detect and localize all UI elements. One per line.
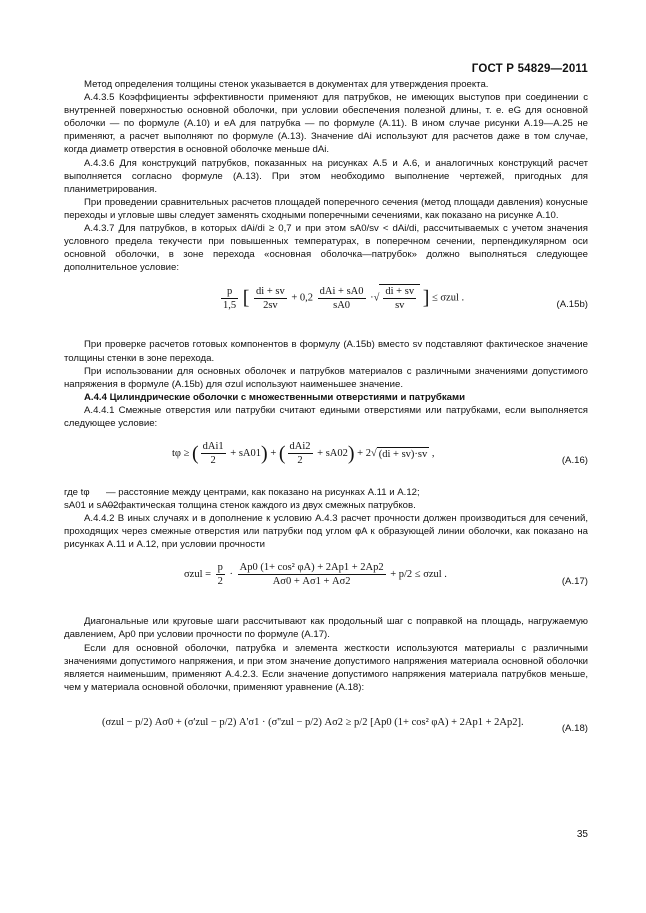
paragraph: А.4.3.6 Для конструкций патрубков, показанных на рисунках А.5 и А.6, и аналогичных конструкций расчет выполняется согласно формуле (А.13). При этом необходимо выполнение чертежей, пригодных для планиметрирования. [64,157,588,195]
paragraph: Если для основной оболочки, патрубка и элемента жесткости используются материалы с различными значениями допустимого напряжения, и при этом значение допустимого напряжения материала основной оболочки является наименьшим, применяют А.4.2.3. Если значение допустимого напряжения материала патрубков меньше, чем у материала основной оболочки, применяют уравнение (А.18): [64,642,588,693]
equation-a17: σzul = $\frac{p}{2}$ · $\frac{\text{Ap0 (1+ cos² φA) + 2Ap1 + 2Ap2}}{A\sigma 0 + A\sigma 1 + A\sigma 2}$ + p/2 ≤ σzul . (А.17) [184,562,588,588]
document-header: ГОСТ Р 54829—2011 [471,63,588,75]
equation-number: (А.16) [561,455,588,467]
page-number: 35 [576,829,588,840]
paragraph: А.4.4.1 Смежные отверстия или патрубки считают едиными отверстиями или патрубками, если выполняется следующее условие: [64,404,588,429]
paragraph: Диагональные или круговые шаги рассчитывают как продольный шаг с поправкой на площадь, нагружаемую давлением, Ap0 при условии прочности по формуле (А.17). [64,616,588,641]
paragraph: При использовании для основных оболочек и патрубков материалов с различными значениями допустимого напряжения в формуле (А.15b) для σzul используют наименьшее значение. [64,365,588,390]
paragraph: Метод определения толщины стенок указывается в документах для утверждения проекта. [84,79,489,90]
definition-row: где tφ — расстояние между центрами, как показано на рисунках А.11 и А.12; [64,487,420,499]
paragraph: При проведении сравнительных расчетов площадей поперечного сечения (метод площади давления) конусные переходы и угловые швы следует заменять сходными поперечными сечениями, как показано на рисунке А.10. [64,196,588,221]
equation-a18: (σzul − p/2) Aσ0 + (σ'zul − p/2) A'σ1 · (σ''zul − p/2) Aσ2 ≥ p/2 [Ap0 (1+ cos² φA) + 2Ap1 + 2Ap2]. (А.18) [102,716,588,734]
paragraph: А.4.3.5 Коэффициенты эффективности применяют для патрубков, не имеющих выступов при соединении с внутренней поверхностью основной оболочки, при условии обеспечения полезной длины, т. е. eG для основной оболочки — по формуле (А.10) и eA для патрубка — по формуле (А.11). В ином случае рисунки А.19—А.25 не применяют, а расчет выполняют по формуле (А.13). Значение dAi используют для расчетов даже в том случае, когда диаметр отверстия в основной оболочке меньше dAi. [64,92,588,156]
paragraph: А.4.4.2 В иных случаях и в дополнение к условию А.4.3 расчет прочности должен производиться для сечений, проходящих через смежные отверстия или патрубки под углом φA к образующей линии оболочки, как показано на рисунках А.11 и А.12, при условии прочности [64,513,588,551]
equation-number: (А.15b) [556,299,588,311]
equation-number: (А.17) [561,576,588,588]
section-heading: А.4.4 Цилиндрические оболочки с множественными отверстиями и патрубками [84,391,465,403]
paragraph: При проверке расчетов готовых компонентов в формулу (А.15b) вместо sv подставляют фактическое значение толщины стенки в зоне перехода. [64,339,588,364]
equation-a16: tφ ≥ ( $\frac{\text{dAi1}}{2}$ + sA01) + ( $\frac{\text{dAi2}}{2}$ + sA02) + 2√ (di + sv)·sv , (А.16) [172,441,588,467]
document-body [64,78,588,748]
equation-number: (А.18) [561,722,588,734]
definition-row: sA01 и sA02 — фактическая толщина стенок каждого из двух смежных патрубков. [64,500,416,512]
paragraph: А.4.3.7 Для патрубков, в которых dAi/di ≥ 0,7 и при этом sA0/sv < dAi/di, рассчитываемых с учетом значения условного предела текучести при повышенных температурах, в поперечном сечении, перпендикулярном оси основной оболочки, в зоне перехода «основная оболочка—патрубок» должно выполняться следующее дополнительное условие: [64,223,588,274]
equation-a15b: $\frac{p}{1,5}$ [ $\frac{di + sv}{2sv}$ + 0,2 $\frac{\text{dAi + sA0}}{sA0}$ ·√ $\frac{di + sv}{sv}$ ] ≤ σzul . (А.15b) [223,285,588,312]
